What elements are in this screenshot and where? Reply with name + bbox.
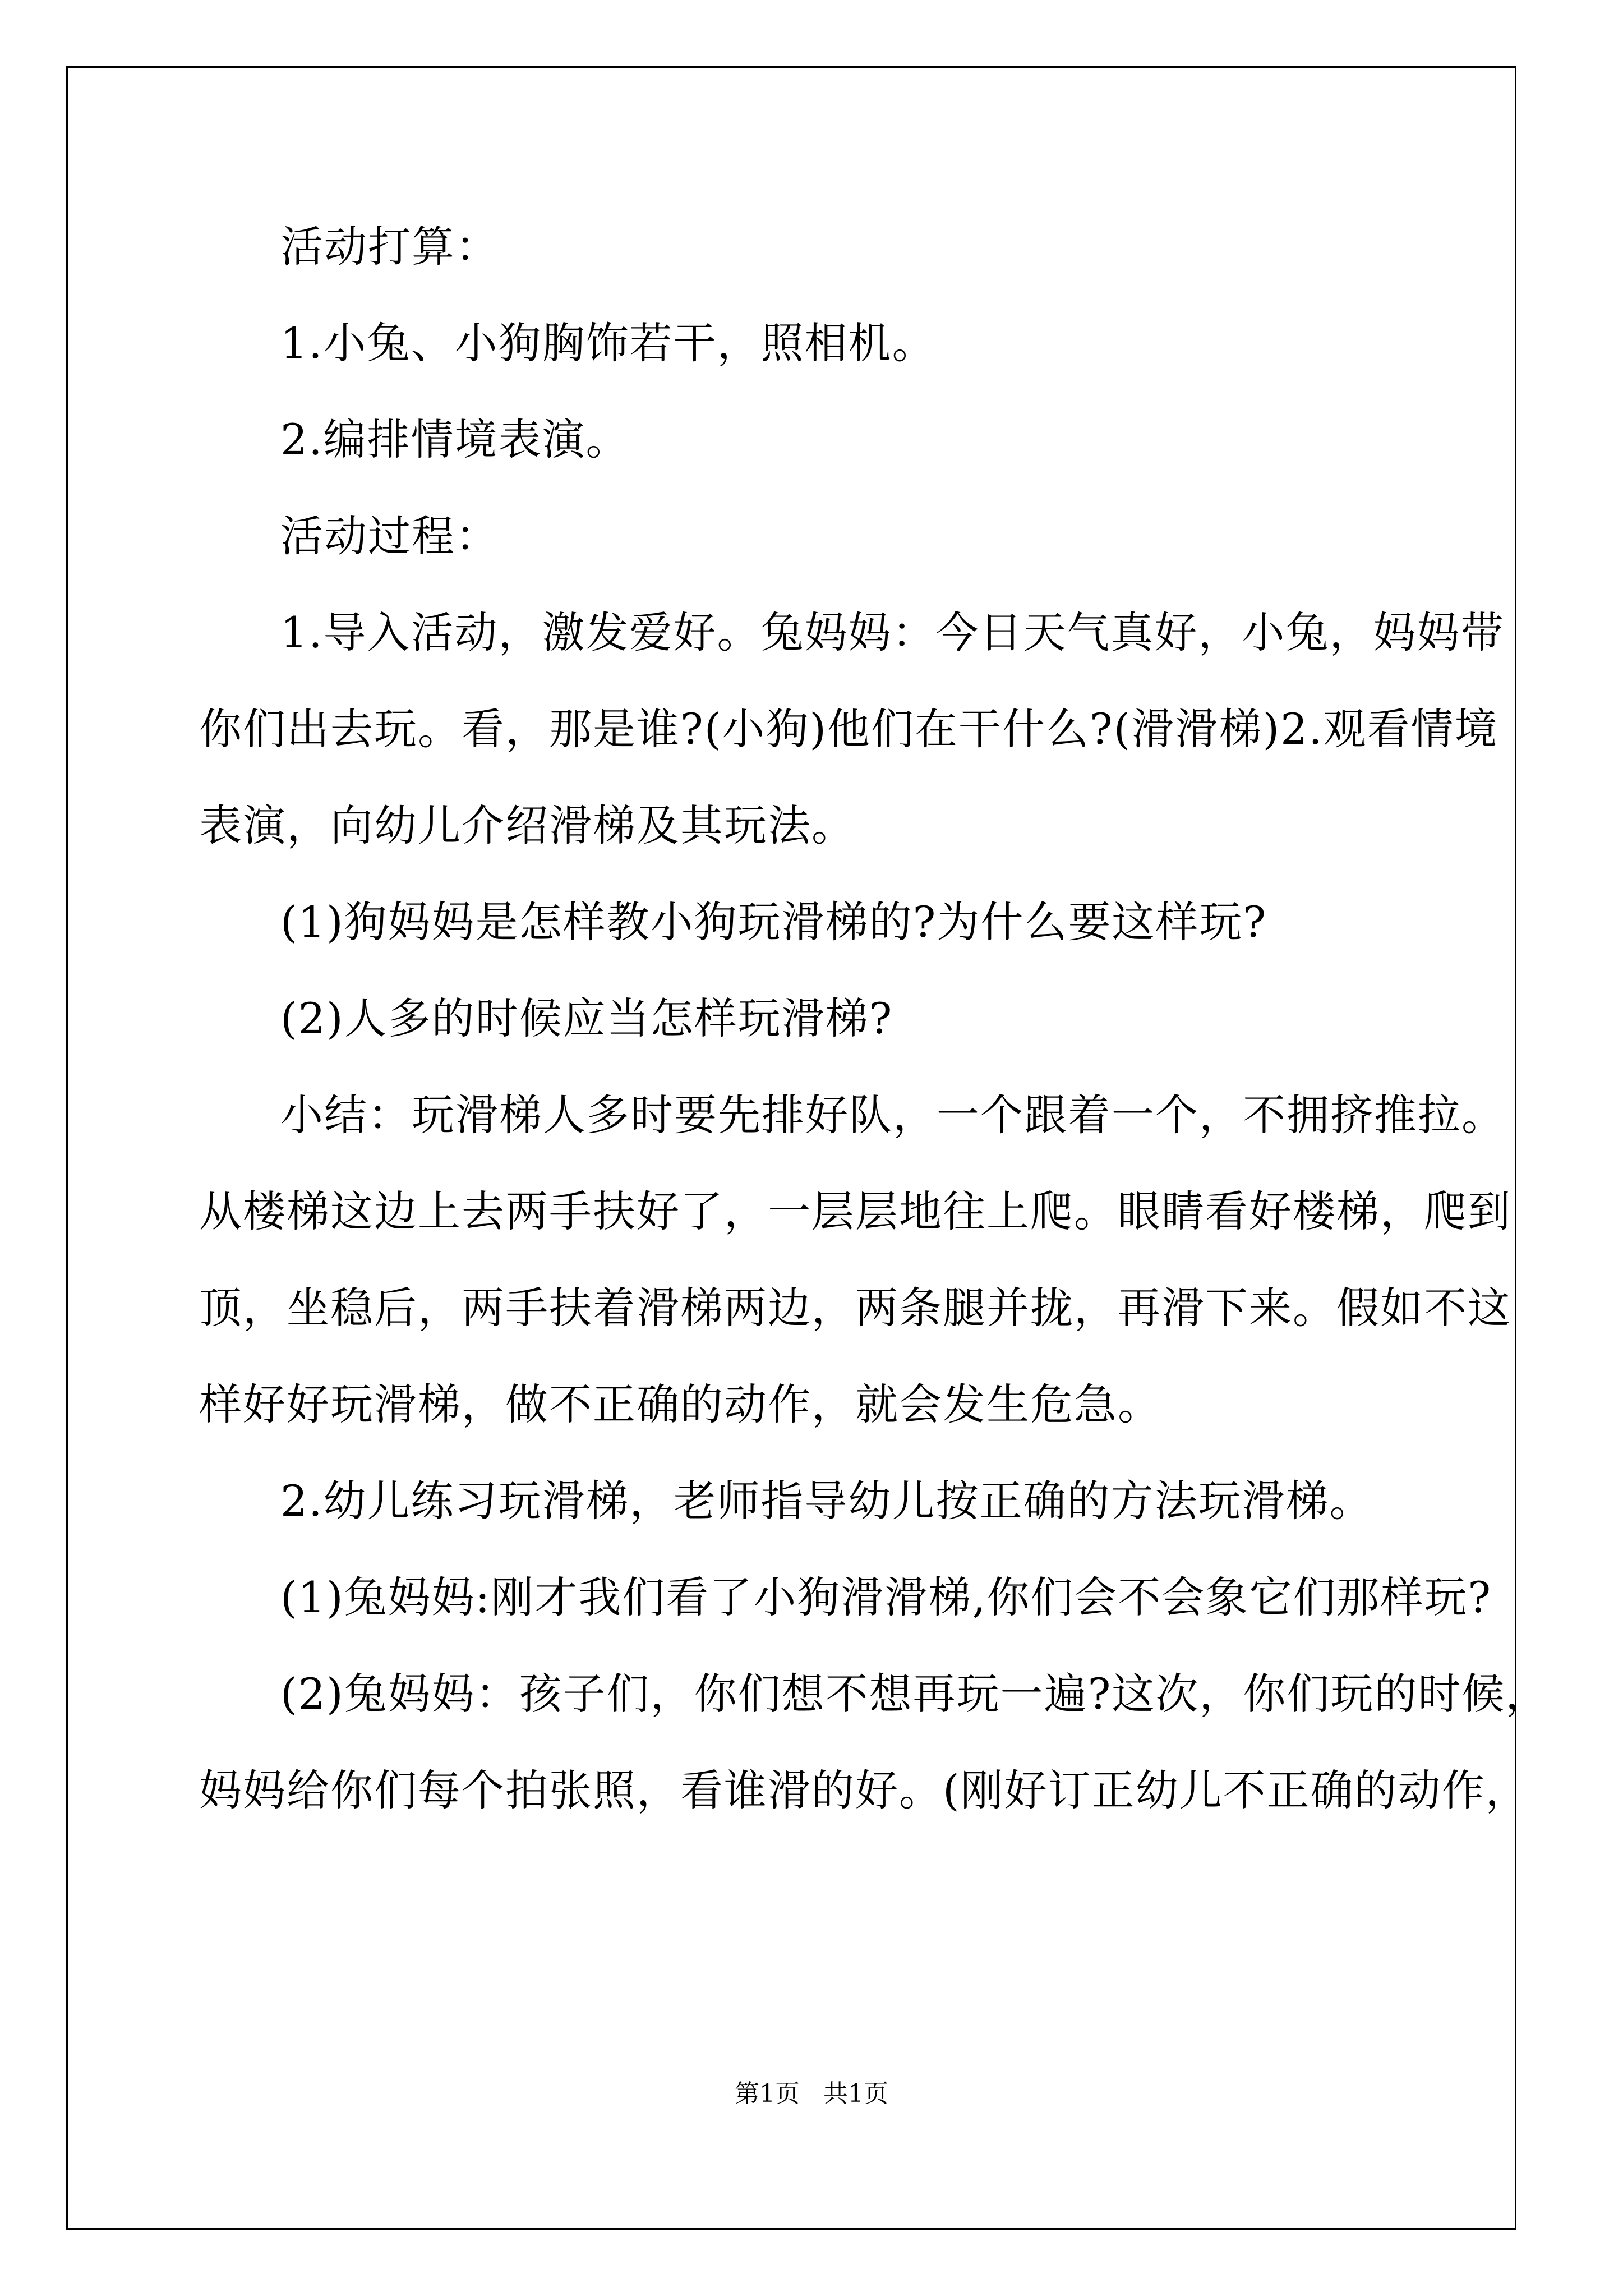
paragraph-line: 顶，坐稳后，两手扶着滑梯两边，两条腿并拢，再滑下来。假如不这 (199, 1283, 1511, 1333)
paragraph-line: (1)狗妈妈是怎样教小狗玩滑梯的?为什么要这样玩? (280, 897, 1267, 947)
paragraph-line: 活动打算： (280, 222, 499, 272)
paragraph-line: (2)兔妈妈：孩子们，你们想不想再玩一遍?这次，你们玩的时候， (280, 1669, 1550, 1719)
paragraph-line: 从楼梯这边上去两手扶好了，一层层地往上爬。眼睛看好楼梯，爬到 (199, 1186, 1511, 1236)
paragraph-line: 活动过程： (280, 511, 499, 561)
paragraph-line: 你们出去玩。看，那是谁?(小狗)他们在干什么?(滑滑梯)2.观看情境 (199, 704, 1498, 754)
paragraph-line: (1)兔妈妈:刚才我们看了小狗滑滑梯,你们会不会象它们那样玩? (280, 1572, 1492, 1622)
paragraph-line: 1.导入活动，激发爱好。兔妈妈：今日天气真好，小兔，妈妈带 (280, 608, 1505, 657)
paragraph-line: 表演，向幼儿介绍滑梯及其玩法。 (199, 800, 855, 850)
page-border (66, 66, 1516, 2230)
paragraph-line: 1.小兔、小狗胸饰若干，照相机。 (280, 318, 936, 368)
paragraph-line: 2.编排情境表演。 (280, 415, 630, 464)
paragraph-line: 小结：玩滑梯人多时要先排好队，一个跟着一个，不拥挤推拉。 (280, 1090, 1505, 1140)
paragraph-line: 样好好玩滑梯，做不正确的动作，就会发生危急。 (199, 1379, 1161, 1429)
paragraph-line: 妈妈给你们每个拍张照，看谁滑的好。(刚好订正幼儿不正确的动作， (199, 1765, 1529, 1815)
page-footer: 第1页 共1页 (735, 2079, 888, 2108)
paragraph-line: 2.幼儿练习玩滑梯，老师指导幼儿按正确的方法玩滑梯。 (280, 1476, 1373, 1526)
paragraph-line: (2)人多的时候应当怎样玩滑梯? (280, 993, 893, 1043)
